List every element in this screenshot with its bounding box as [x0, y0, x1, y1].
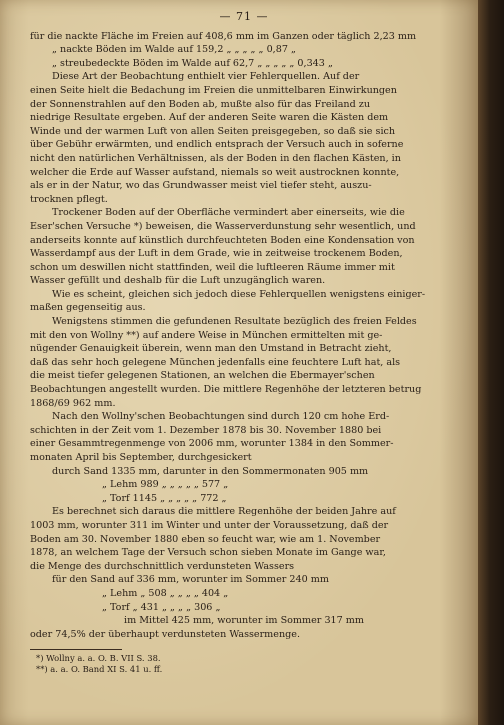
text-line: Wasser gefüllt und deshalb für die Luft unzugänglich waren. — [30, 275, 326, 287]
text-line: Winde und der warmen Luft von allen Seiten preisgegeben, so daß sie sich — [30, 125, 396, 137]
text-line: durch Sand 1335 mm, darunter in den Sommermonaten 905 mm — [52, 465, 369, 477]
text-line: einen Seite hielt die Bedachung im Freien die unmittelbaren Einwirkungen — [30, 84, 397, 96]
text-line: welcher die Erde auf Wasser aufstand, niemals so weit austrocknen konnte, — [30, 166, 400, 178]
text-line: Wenigstens stimmen die gefundenen Resultate bezüglich des freien Feldes — [52, 316, 417, 328]
text-line: „ Lehm „ 508 „ „ „ „ 404 „ — [102, 587, 229, 599]
text-line: „ nackte Böden im Walde auf 159,2 „ „ „ „ „ 0,87 „ — [52, 44, 296, 56]
text-line: maßen gegenseitig aus. — [30, 302, 146, 314]
text-line: niedrige Resultate ergeben. Auf der anderen Seite waren die Kästen dem — [30, 112, 389, 124]
text-line: schichten in der Zeit vom 1. Dezember 1878 bis 30. November 1880 bei — [30, 424, 382, 436]
text-line: Beobachtungen angestellt wurden. Die mittlere Regenhöhe der letzteren betrug — [30, 384, 422, 396]
text-line: Wasserdampf aus der Luft in dem Grade, wie in zeitweise trockenem Boden, — [30, 248, 403, 260]
text-line: für die nackte Fläche im Freien auf 408,6 mm im Ganzen oder täglich 2,23 mm — [30, 30, 417, 42]
book-gutter-edge — [478, 0, 504, 725]
text-line: monaten April bis September, durchgesickert — [30, 452, 252, 463]
footnote-rule — [30, 649, 122, 650]
text-line: der Sonnenstrahlen auf den Boden ab, mußte also für das Freiland zu — [30, 98, 371, 110]
text-line: Wie es scheint, gleichen sich jedoch diese Fehlerquellen wenigstens einiger- — [52, 288, 426, 300]
text-line: über Gebühr erwärmten, und endlich entsprach der Versuch auch in soferne — [30, 139, 404, 151]
text-line: Diese Art der Beobachtung enthielt vier Fehlerquellen. Auf der — [52, 71, 360, 83]
text-line: 1868/69 962 mm. — [30, 397, 116, 409]
page-content — [30, 10, 458, 675]
footnote: *) Wollny a. a. O. B. VII S. 38. — [36, 653, 161, 664]
text-line: einer Gesammtregenmenge von 2006 mm, worunter 1384 in den Sommer- — [30, 438, 394, 450]
footnote: **) a. a. O. Band XI S. 41 u. ff. — [36, 664, 163, 675]
text-line: schon um deswillen nicht stattfinden, weil die luftleeren Räume immer mit — [30, 261, 395, 273]
text-line: „ Lehm 989 „ „ „ „ „ 577 „ — [102, 479, 229, 491]
text-line: „ Torf „ 431 „ „ „ „ 306 „ — [102, 601, 221, 613]
text-line: „ Torf 1145 „ „ „ „ „ 772 „ — [102, 492, 227, 504]
text-line: 1878, an welchem Tage der Versuch schon sieben Monate im Gange war, — [30, 547, 386, 559]
text-line: daß das sehr hoch gelegene München jedenfalls eine feuchtere Luft hat, als — [30, 356, 401, 368]
text-line: „ streubedeckte Böden im Walde auf 62,7 „ „ „ „ „ 0,343 „ — [52, 57, 333, 69]
text-line: die Menge des durchschnittlich verdunsteten Wassers — [30, 560, 295, 572]
text-line: Nach den Wollny'schen Beobachtungen sind durch 120 cm hohe Erd- — [52, 411, 390, 423]
text-line: die meist tiefer gelegenen Stationen, an welchen die Ebermayer'schen — [30, 370, 375, 382]
text-line: im Mittel 425 mm, worunter im Sommer 317 mm — [124, 615, 364, 627]
text-line: trocknen pflegt. — [30, 193, 108, 205]
text-line: Boden am 30. November 1880 eben so feucht war, wie am 1. November — [30, 533, 381, 545]
text-line: anderseits konnte auf künstlich durchfeuchteten Boden eine Kondensation von — [30, 234, 415, 246]
text-line: 1003 mm, worunter 311 im Winter und unter der Voraussetzung, daß der — [30, 519, 389, 531]
footnotes — [30, 653, 458, 675]
text-line: nügender Genauigkeit überein, wenn man den Umstand in Betracht zieht, — [30, 343, 392, 355]
text-line: für den Sand auf 336 mm, worunter im Sommer 240 mm — [52, 574, 329, 586]
text-line: Trockener Boden auf der Oberfläche vermindert aber einerseits, wie die — [52, 207, 405, 219]
text-line: mit den von Wollny **) auf andere Weise in München ermittelten mit ge- — [30, 329, 383, 341]
text-line: als er in der Natur, wo das Grundwasser meist viel tiefer steht, auszu- — [30, 180, 372, 192]
text-line: Eser'schen Versuche *) beweisen, die Wasserverdunstung sehr wesentlich, und — [30, 220, 416, 232]
text-line: nicht den natürlichen Verhältnissen, als der Boden in den flachen Kästen, in — [30, 152, 401, 164]
body-text — [30, 30, 458, 642]
text-line: oder 74,5% der überhaupt verdunsteten Wassermenge. — [30, 628, 300, 640]
page-number: — 71 — — [219, 10, 269, 23]
text-line: Es berechnet sich daraus die mittlere Regenhöhe der beiden Jahre auf — [52, 506, 396, 518]
